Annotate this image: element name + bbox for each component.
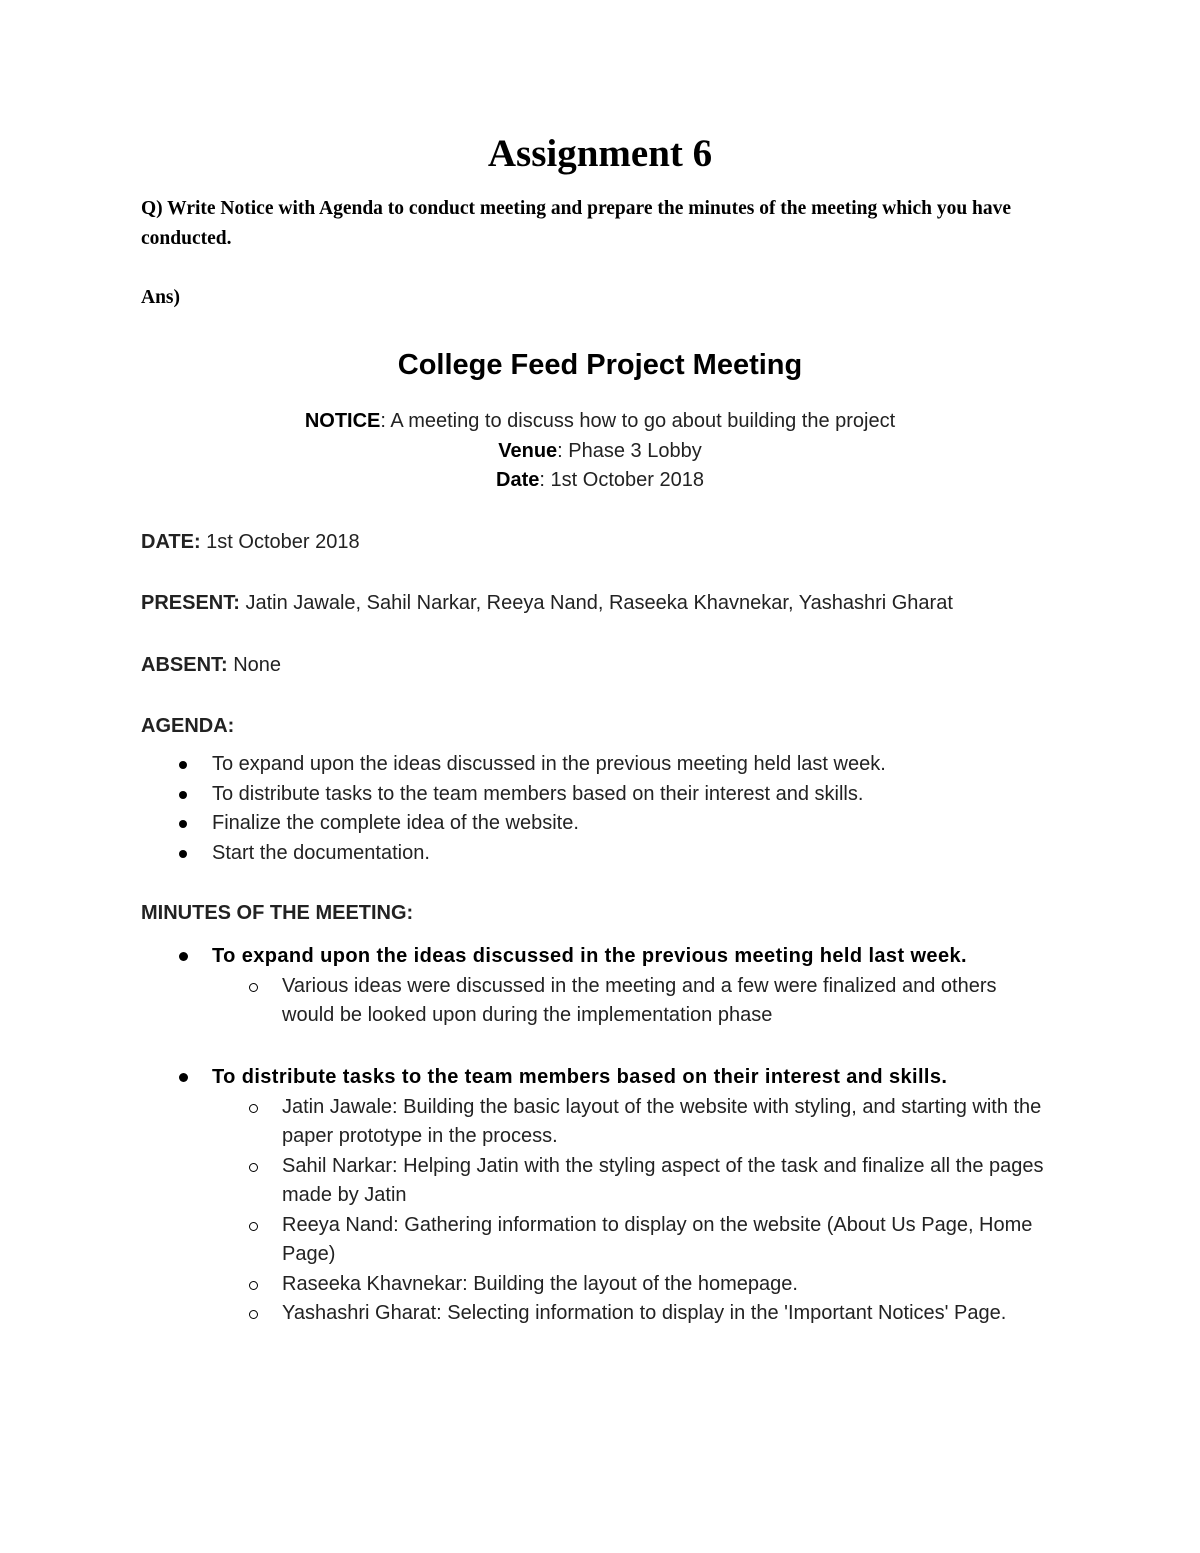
hollow-bullet-icon (249, 1104, 258, 1113)
bullet-icon (179, 820, 187, 828)
agenda-item (141, 780, 886, 810)
minutes-note (141, 1299, 1071, 1329)
date-label: DATE: (141, 531, 201, 553)
minutes-item-title-text: To distribute tasks to the team members based on their interest and skills. (212, 1066, 948, 1088)
bullet-icon (179, 850, 187, 858)
minutes-item-title (141, 1063, 1071, 1093)
present-field (141, 588, 953, 618)
minutes-note-text: Various ideas were discussed in the meeting and a few were finalized and others would be looked upon during the implementation phase (282, 974, 997, 1026)
date-field (141, 527, 360, 557)
minutes-notes-list (141, 1093, 1071, 1329)
minutes-note-text: Jatin Jawale: Building the basic layout of the website with styling, and starting with the paper prototype in the process. (282, 1095, 1042, 1147)
answer-label: Ans) (141, 287, 181, 308)
agenda-item-text: To distribute tasks to the team members based on their interest and skills. (212, 782, 864, 805)
bullet-icon (179, 1073, 188, 1082)
agenda-item (141, 809, 886, 839)
notice-text: : A meeting to discuss how to go about building the project (380, 410, 896, 432)
minutes-note (141, 1211, 1071, 1270)
absent-label: ABSENT: (141, 654, 228, 676)
agenda-item (141, 750, 886, 780)
minutes-note (141, 1152, 1071, 1211)
minutes-item-title (141, 942, 1071, 972)
meeting-title: College Feed Project Meeting (397, 349, 803, 381)
hollow-bullet-icon (249, 983, 258, 992)
minutes-note-text: Raseeka Khavnekar: Building the layout of the homepage. (282, 1272, 798, 1295)
date-value: 1st October 2018 (200, 531, 360, 553)
bullet-icon (179, 952, 188, 961)
present-label: PRESENT: (141, 592, 240, 614)
agenda-item-text: Start the documentation. (212, 841, 430, 864)
agenda-item-text: To expand upon the ideas discussed in the previous meeting held last week. (212, 753, 886, 775)
minutes-note-text: Reeya Nand: Gathering information to display on the website (About Us Page, Home Page) (282, 1213, 1033, 1265)
hollow-bullet-icon (249, 1163, 258, 1172)
minutes-note (141, 1270, 1071, 1300)
minutes-notes-list (141, 972, 1071, 1031)
notice-date-text: : 1st October 2018 (539, 469, 704, 491)
agenda-item-text: Finalize the complete idea of the website. (212, 812, 579, 834)
minutes-item (141, 1063, 1071, 1329)
hollow-bullet-icon (249, 1281, 258, 1290)
minutes-note (141, 972, 1071, 1031)
minutes-item-title-text: To expand upon the ideas discussed in the previous meeting held last week. (212, 945, 967, 967)
venue-line (0, 437, 1200, 467)
minutes-note (141, 1093, 1071, 1152)
venue-label: Venue (498, 439, 558, 462)
notice-date-line (0, 466, 1200, 496)
agenda-heading: AGENDA: (141, 715, 235, 737)
minutes-note-text: Sahil Narkar: Helping Jatin with the styling aspect of the task and finalize all the pages made by Jatin (282, 1154, 1044, 1206)
notice-block (0, 407, 1200, 496)
hollow-bullet-icon (249, 1310, 258, 1319)
question-text: Q) Write Notice with Agenda to conduct meeting and prepare the minutes of the meeting which you have conducted. (141, 198, 1012, 249)
absent-value: None (227, 654, 282, 676)
notice-label: NOTICE (304, 410, 381, 432)
absent-field (141, 650, 281, 680)
bullet-icon (179, 761, 187, 769)
hollow-bullet-icon (249, 1222, 258, 1231)
agenda-list (141, 750, 886, 868)
assignment-title: Assignment 6 (487, 132, 713, 175)
notice-line (0, 407, 1200, 437)
minutes-heading: MINUTES OF THE MEETING: (141, 902, 414, 924)
venue-text: : Phase 3 Lobby (557, 439, 702, 462)
bullet-icon (179, 791, 187, 799)
agenda-item (141, 839, 886, 869)
minutes-note-text: Yashashri Gharat: Selecting information to display in the 'Important Notices' Page. (282, 1302, 1007, 1324)
present-value: Jatin Jawale, Sahil Narkar, Reeya Nand, Raseeka Khavnekar, Yashashri Gharat (239, 592, 953, 614)
notice-date-label: Date (496, 469, 540, 491)
minutes-item (141, 942, 1071, 1031)
